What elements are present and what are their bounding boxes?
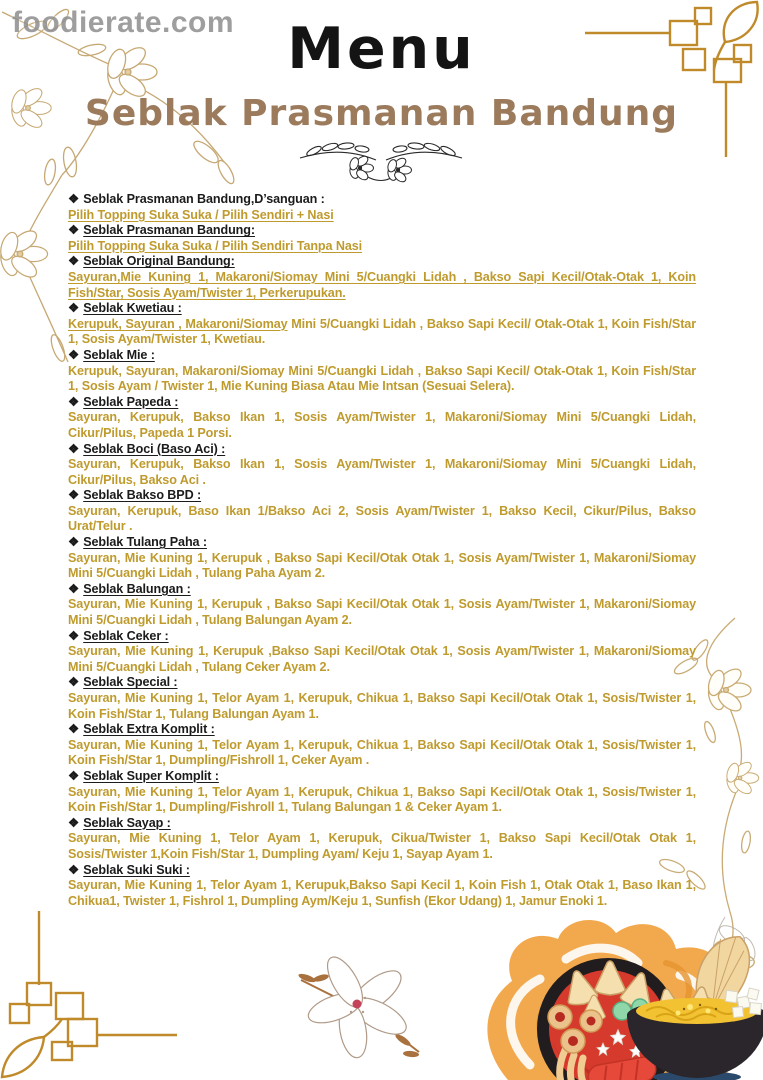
menu-item-description-rest: Sayuran, Mie Kuning 1, Telor Ayam 1, Kerupuk, Chikua 1, Bakso Sapi Kecil/Otak Otak 1, Sosis/Twister 1, Koin Fish/Star 1, Tulang Balungan Ayam 1. xyxy=(68,691,696,721)
diamond-bullet-icon: ❖ xyxy=(68,535,80,550)
menu-item-name xyxy=(68,629,696,645)
menu-item-name xyxy=(68,488,696,504)
menu-item-name-text: Seblak Kwetiau : xyxy=(83,301,182,316)
diamond-bullet-icon: ❖ xyxy=(68,581,80,596)
menu-item-description-rest: Sayuran, Mie Kuning 1, Telor Ayam 1, Kerupuk, Chikua 1, Bakso Sapi Kecil/Otak Otak 1, Sosis/Twister 1, Koin Fish/Star 1, Dumpling/Fishroll 1, Ceker Ayam . xyxy=(68,737,696,768)
menu-item-name-text: Seblak Boci (Baso Aci) : xyxy=(83,441,226,456)
menu-item-description xyxy=(68,597,696,628)
menu-item-description-underlined: Kerupuk, Sayuran , Makaroni/Siomay xyxy=(68,316,288,331)
menu-item-description-rest: Sayuran, Mie Kuning 1, Telor Ayam 1, Kerupuk,Bakso Sapi Kecil 1, Koin Fish 1, Otak Otak 1, Baso Ikan 1, Chikua1, Twister 1, Fishrol 1, Dumpling Aym/Keju 1, Sunfish (Ekor Udang) 1, Jamur Enoki 1. xyxy=(68,878,696,908)
menu-item-name xyxy=(68,769,696,785)
menu-item-description-rest: Sayuran, Mie Kuning 1, Kerupuk ,Bakso Sapi Kecil/Otak Otak 1, Sosis Ayam/Twister 1, Makaroni/Siomay Mini 5/Cuangki Lidah , Tulang Ceker Ayam 2. xyxy=(68,644,696,674)
menu-item-description-rest: Sayuran, Kerupuk, Bakso Ikan 1, Sosis Ayam/Twister 1, Makaroni/Siomay Mini 5/Cuangki Lidah, Cikur/Pilus, Bakso Aci . xyxy=(68,457,696,487)
menu-item xyxy=(68,629,696,676)
menu-item xyxy=(68,675,696,722)
menu-item xyxy=(68,223,696,254)
menu-item-description xyxy=(68,738,696,769)
menu-item-description-rest: Sayuran, Mie Kuning 1, Telor Ayam 1, Kerupuk, Chikua 1, Bakso Sapi Kecil/Otak Otak 1, Sosis/Twister 1, Koin Fish/Star 1, Dumpling/Fishroll 1, Tulang Balungan 1 & Ceker Ayam 1. xyxy=(68,784,696,815)
menu-item-name-text: Seblak Super Komplit : xyxy=(83,768,219,783)
menu-item-name-text: Seblak Balungan : xyxy=(83,581,191,596)
menu-item-name-text: Seblak Mie : xyxy=(83,347,155,362)
diamond-bullet-icon: ❖ xyxy=(68,768,80,783)
menu-item xyxy=(68,816,696,863)
menu-item-description xyxy=(68,878,696,909)
menu-item-description xyxy=(68,831,696,862)
menu-item-description-rest: Sayuran, Kerupuk, Baso Ikan 1/Bakso Aci 2, Sosis Ayam/Twister 1, Bakso Kecil, Cikur/Pilus, Bakso Urat/Telur . xyxy=(68,503,696,534)
menu-item-name xyxy=(68,722,696,738)
menu-item-name xyxy=(68,675,696,691)
menu-item-name xyxy=(68,442,696,458)
diamond-bullet-icon: ❖ xyxy=(68,347,80,362)
menu-item-name xyxy=(68,535,696,551)
floral-divider-decoration xyxy=(296,136,466,186)
page-subtitle: Seblak Prasmanan Bandung xyxy=(84,93,679,134)
diamond-bullet-icon: ❖ xyxy=(68,441,80,456)
menu-item-description xyxy=(68,785,696,816)
menu-item-name-text: Seblak Sayap : xyxy=(83,815,171,830)
page-title: Menu xyxy=(287,16,476,82)
menu-item-name-text: Seblak Original Bandung: xyxy=(83,254,235,269)
menu-item-description xyxy=(68,504,696,535)
menu-item-description-rest: Mini 5/Cuangki Lidah , Bakso Sapi Kecil/ Otak-Otak 1, Koin Fish/Star 1, Sosis Ayam/Twister 1, Kwetiau. xyxy=(68,316,696,347)
menu-item-name xyxy=(68,301,696,317)
menu-item xyxy=(68,301,696,348)
menu-list xyxy=(68,192,696,909)
diamond-bullet-icon: ❖ xyxy=(68,722,80,737)
menu-item-name-text: Seblak Papeda : xyxy=(83,394,179,409)
diamond-bullet-icon: ❖ xyxy=(68,675,80,690)
geometric-corner-bottom-left-decoration xyxy=(0,905,180,1080)
menu-item-description xyxy=(68,551,696,582)
menu-item-name-text: Seblak Ceker : xyxy=(83,628,169,643)
diamond-bullet-icon: ❖ xyxy=(68,488,80,503)
menu-item-description-rest: Kerupuk, Sayuran, Makaroni/Siomay Mini 5/Cuangki Lidah , Bakso Sapi Kecil/ Otak-Otak 1, Koin Fish/Star 1, Sosis Ayam / Twister 1, Mie Kuning Biasa Atau Mie Intsan (Sesuai Selera). xyxy=(68,363,696,394)
menu-item-description-underlined: Pilih Topping Suka Suka / Pilih Sendiri Tanpa Nasi xyxy=(68,238,363,253)
diamond-bullet-icon: ❖ xyxy=(68,628,80,643)
menu-item xyxy=(68,192,696,223)
menu-item xyxy=(68,769,696,816)
menu-item-description-underlined: Sayuran,Mie Kuning 1, Makaroni/Siomay Mini 5/Cuangki Lidah , Bakso Sapi Kecil/Otak-Otak 1, Koin Fish/Star, Sosis Ayam/Twister 1, Perkerupukan. xyxy=(68,269,696,300)
menu-item-description-rest: Sayuran, Mie Kuning 1, Kerupuk , Bakso Sapi Kecil/Otak Otak 1, Sosis Ayam/Twister 1, Makaroni/Siomay Mini 5/Cuangki Lidah , Tulang Balungan Ayam 2. xyxy=(68,597,696,628)
menu-item xyxy=(68,582,696,629)
diamond-bullet-icon: ❖ xyxy=(68,254,80,269)
flower-sketch-bottom-center-decoration xyxy=(283,942,433,1072)
menu-item-description-rest: Sayuran, Mie Kuning 1, Kerupuk , Bakso Sapi Kecil/Otak Otak 1, Sosis Ayam/Twister 1, Makaroni/Siomay Mini 5/Cuangki Lidah , Tulang Paha Ayam 2. xyxy=(68,550,696,581)
menu-item-description xyxy=(68,691,696,722)
watermark: foodierate.com xyxy=(12,6,235,39)
menu-item-name-text: Seblak Prasmanan Bandung: xyxy=(83,223,255,238)
menu-item-name-text: Seblak Special : xyxy=(83,675,178,690)
menu-item-description xyxy=(68,364,696,395)
menu-item-name xyxy=(68,348,696,364)
diamond-bullet-icon: ❖ xyxy=(68,815,80,830)
diamond-bullet-icon: ❖ xyxy=(68,192,80,206)
menu-item xyxy=(68,348,696,395)
diamond-bullet-icon: ❖ xyxy=(68,394,80,409)
menu-item-name-text: Seblak Bakso BPD : xyxy=(83,488,202,503)
diamond-bullet-icon: ❖ xyxy=(68,301,80,316)
menu-item-name xyxy=(68,816,696,832)
menu-item-description xyxy=(68,457,696,488)
menu-item-description-rest: Sayuran, Kerupuk, Bakso Ikan 1, Sosis Ayam/Twister 1, Makaroni/Siomay Mini 5/Cuangki Lidah, Cikur/Pilus, Papeda 1 Porsi. xyxy=(68,410,696,440)
menu-item-name-text: Seblak Extra Komplit : xyxy=(83,722,215,737)
menu-item-name-text: Seblak Tulang Paha : xyxy=(83,535,207,550)
menu-item-description xyxy=(68,410,696,441)
menu-item-name xyxy=(68,863,696,879)
menu-item-description-underlined: Pilih Topping Suka Suka / Pilih Sendiri + Nasi xyxy=(68,207,334,222)
menu-item-name xyxy=(68,582,696,598)
menu-item xyxy=(68,395,696,442)
menu-item-description xyxy=(68,317,696,348)
menu-item-name-text: Seblak Prasmanan Bandung,D’sanguan : xyxy=(83,192,325,206)
menu-item xyxy=(68,254,696,301)
menu-item xyxy=(68,535,696,582)
diamond-bullet-icon: ❖ xyxy=(68,862,80,877)
seblak-bowls-illustration xyxy=(470,915,763,1080)
menu-item-name-text: Seblak Suki Suki : xyxy=(83,862,190,877)
menu-item xyxy=(68,488,696,535)
menu-item-description xyxy=(68,208,696,224)
menu-item xyxy=(68,722,696,769)
menu-item xyxy=(68,863,696,910)
menu-item-description xyxy=(68,270,696,301)
menu-item-description xyxy=(68,644,696,675)
menu-item-name xyxy=(68,254,696,270)
menu-item-name xyxy=(68,395,696,411)
menu-item-description-rest: Sayuran, Mie Kuning 1, Telor Ayam 1, Kerupuk, Cikua/Twister 1, Bakso Sapi Kecil/Otak Otak 1, Sosis/Twister 1,Koin Fish/Star 1, Dumpling Ayam/ Keju 1, Sayap Ayam 1. xyxy=(68,831,696,861)
diamond-bullet-icon: ❖ xyxy=(68,223,80,238)
menu-item-name xyxy=(68,223,696,239)
menu-item-description xyxy=(68,239,696,255)
menu-item-name xyxy=(68,192,696,208)
menu-item xyxy=(68,442,696,489)
